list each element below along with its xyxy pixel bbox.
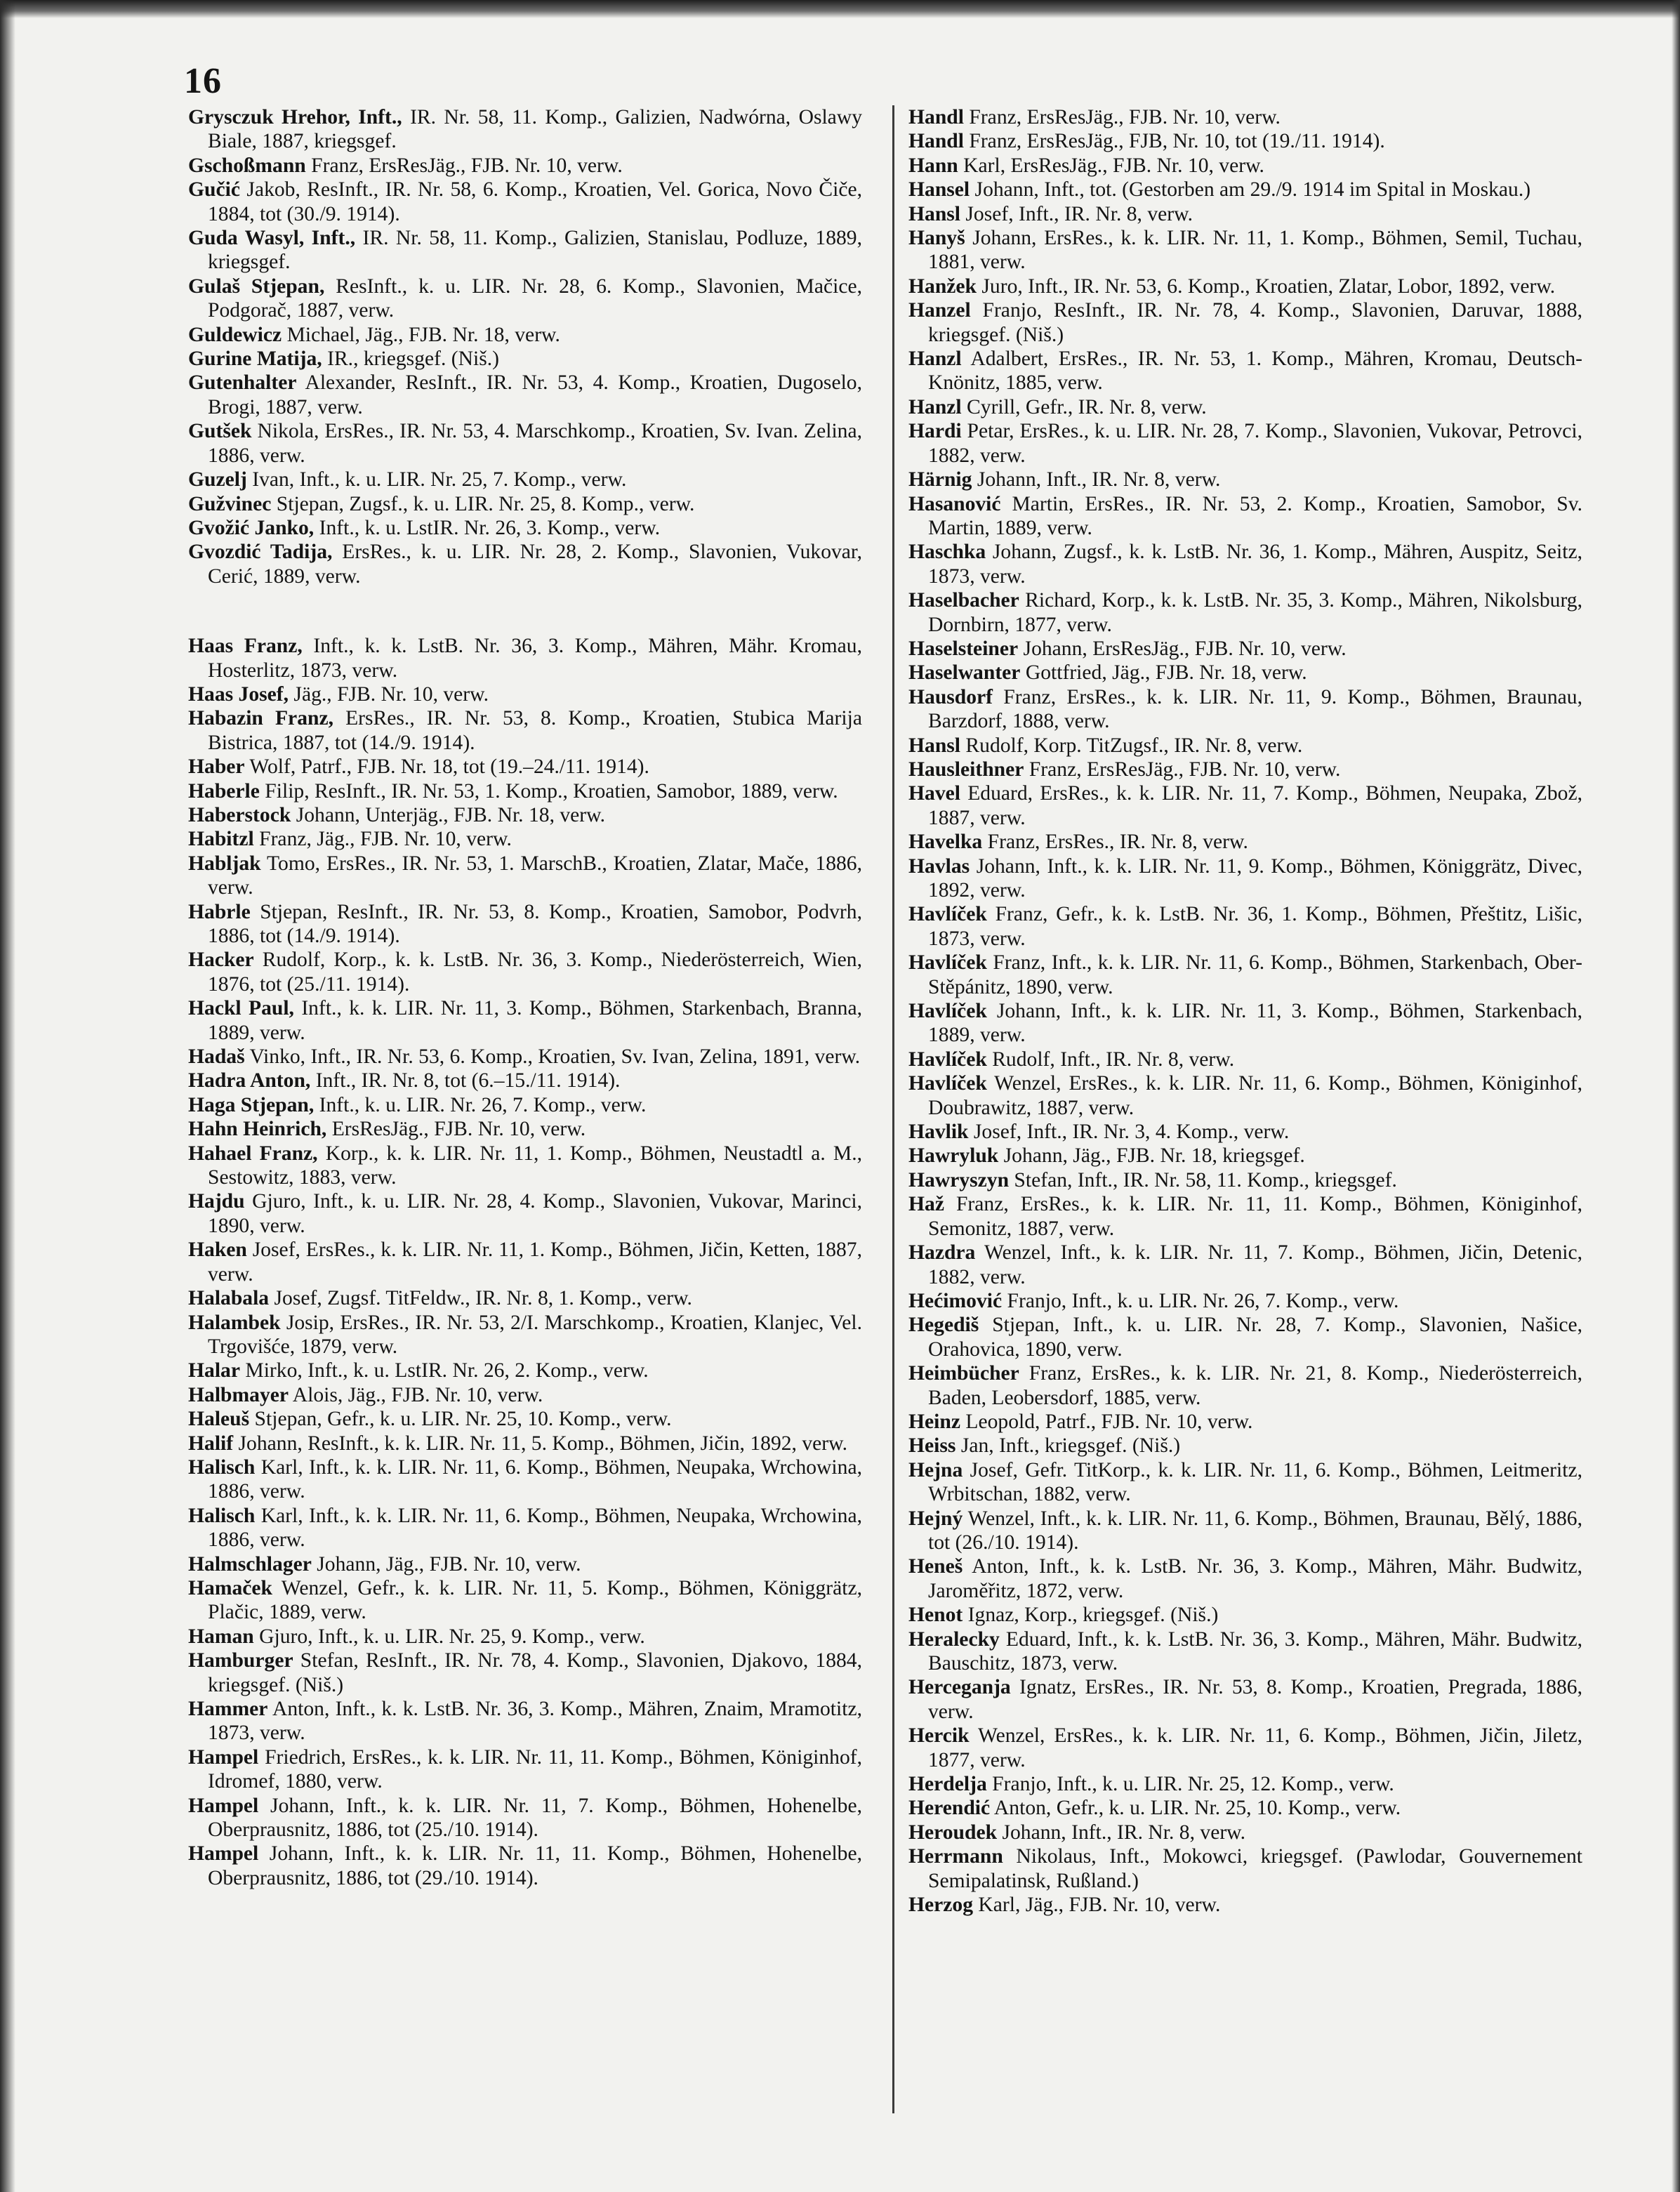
list-entry — [908, 734, 1582, 758]
column-divider — [892, 105, 894, 2113]
list-entry — [908, 781, 1582, 830]
entry-details: IR., kriegsgef. (Niš.) — [322, 348, 500, 371]
entry-name: Herendić — [908, 1797, 991, 1820]
entry-name: Hardi — [908, 420, 962, 443]
entry-name: Hansel — [908, 178, 970, 202]
list-entry — [908, 202, 1582, 226]
entry-name: Herceganja — [908, 1676, 1011, 1699]
list-entry — [188, 948, 862, 996]
entry-name: Hawryluk — [908, 1144, 999, 1168]
entry-details: IR. Nr. 58, 11. Komp., Galizien, Stanislau, Podluze, 1889, kriegsgef. — [208, 227, 863, 274]
list-entry — [908, 226, 1582, 275]
entry-details: Wenzel, Inft., k. k. LIR. Nr. 11, 6. Komp., Böhmen, Braunau, Bělý, 1886, tot (26./10. 1914). — [928, 1507, 1582, 1554]
entry-name: Gvozdić Tadija, — [188, 541, 333, 564]
entry-details: Johann, Inft., IR. Nr. 8, verw. — [972, 468, 1221, 491]
entry-name: Haas Franz, — [188, 635, 303, 658]
entry-details: Stjepan, Inft., k. u. LIR. Nr. 28, 7. Komp., Slavonien, Našice, Orahovica, 1890, verw. — [928, 1314, 1582, 1361]
entry-details: Franz, ErsRes., k. k. LIR. Nr. 11, 11. Komp., Böhmen, Königinhof, Semonitz, 1887, verw. — [928, 1193, 1582, 1240]
entry-name: Gučić — [188, 178, 240, 202]
entry-details: Ivan, Inft., k. u. LIR. Nr. 25, 7. Komp., verw. — [246, 468, 627, 491]
entry-name: Hanzl — [908, 348, 962, 371]
entry-name: Hajdu — [188, 1190, 245, 1213]
entry-name: Halar — [188, 1359, 240, 1382]
entry-name: Hampel — [188, 1745, 259, 1769]
list-entry — [188, 706, 862, 755]
entry-details: Filip, ResInft., IR. Nr. 53, 1. Komp., Kroatien, Samobor, 1889, verw. — [259, 779, 838, 803]
entry-details: Franz, Inft., k. k. LIR. Nr. 11, 6. Komp., Böhmen, Starkenbach, Ober-Stěpánitz, 1890, verw. — [928, 951, 1582, 998]
list-entry — [188, 1069, 862, 1092]
entry-name: Hejna — [908, 1458, 963, 1481]
list-entry — [908, 347, 1582, 395]
list-entry — [188, 1842, 862, 1890]
list-entry — [908, 1844, 1582, 1893]
list-entry — [188, 1432, 862, 1455]
entry-details: Leopold, Patrf., FJB. Nr. 10, verw. — [960, 1410, 1253, 1433]
list-entry — [908, 129, 1582, 153]
entry-name: Gužvinec — [188, 492, 272, 515]
list-entry — [908, 1458, 1582, 1507]
list-entry — [908, 178, 1582, 202]
list-entry — [908, 758, 1582, 781]
entry-details: Anton, Gefr., k. u. LIR. Nr. 25, 10. Komp., verw. — [990, 1797, 1401, 1820]
entry-name: Haber — [188, 755, 245, 779]
scan-top-edge — [0, 0, 1680, 18]
list-entry — [908, 1675, 1582, 1724]
entry-details: Josef, ErsRes., k. k. LIR. Nr. 11, 1. Komp., Böhmen, Jičin, Ketten, 1887, verw. — [208, 1239, 862, 1286]
entry-name: Herdelja — [908, 1773, 987, 1796]
list-entry — [908, 999, 1582, 1048]
list-entry — [908, 1313, 1582, 1361]
entry-name: Haselwanter — [908, 661, 1021, 685]
list-entry — [908, 298, 1582, 347]
list-entry — [188, 755, 862, 779]
entry-name: Hejný — [908, 1507, 963, 1530]
list-entry — [908, 154, 1582, 178]
entry-name: Heneš — [908, 1555, 963, 1578]
entry-details: Johann, Unterjäg., FJB. Nr. 18, verw. — [291, 803, 606, 826]
entry-details: Johann, Jäg., FJB. Nr. 18, kriegsgef. — [998, 1144, 1305, 1168]
list-entry — [188, 803, 862, 827]
entry-details: Johann, Inft., k. k. LIR. Nr. 11, 7. Komp., Böhmen, Hohenelbe, Oberprausnitz, 1886, tot (25./10. 1914). — [208, 1794, 862, 1842]
entry-details: Inft., IR. Nr. 8, tot (6.–15./11. 1914). — [310, 1069, 621, 1092]
entry-name: Haken — [188, 1239, 247, 1262]
entry-name: Hadra Anton, — [188, 1069, 311, 1092]
entry-details: Friedrich, ErsRes., k. k. LIR. Nr. 11, 11. Komp., Böhmen, Königinhof, Idromef, 1880, verw. — [208, 1745, 862, 1793]
entry-name: Halmschlager — [188, 1552, 312, 1576]
list-entry — [188, 492, 862, 516]
entry-details: Richard, Korp., k. k. LstB. Nr. 35, 3. Komp., Mähren, Nikolsburg, Dornbirn, 1877, verw. — [928, 589, 1582, 636]
list-entry — [908, 1603, 1582, 1627]
entry-details: Johann, Zugsf., k. k. LstB. Nr. 36, 1. Komp., Mähren, Auspitz, Seitz, 1873, verw. — [928, 541, 1582, 588]
entry-details: Johann, Inft., IR. Nr. 8, verw. — [997, 1821, 1246, 1844]
entry-details: Adalbert, ErsRes., IR. Nr. 53, 1. Komp., Mähren, Kromau, Deutsch-Knönitz, 1885, verw. — [928, 348, 1582, 395]
list-entry — [188, 1625, 862, 1649]
entry-details: ResInft., k. u. LIR. Nr. 28, 6. Komp., Slavonien, Mačice, Podgorač, 1887, verw. — [208, 275, 862, 322]
entry-details: Inft., k. k. LIR. Nr. 11, 3. Komp., Böhmen, Starkenbach, Branna, 1889, verw. — [208, 997, 862, 1044]
entry-name: Hasanović — [908, 492, 1001, 515]
entry-name: Haberle — [188, 779, 260, 803]
entry-name: Halisch — [188, 1504, 256, 1527]
entry-name: Haman — [188, 1625, 254, 1648]
entry-details: Wenzel, ErsRes., k. k. LIR. Nr. 11, 6. Komp., Böhmen, Königinhof, Doubrawitz, 1887, verw. — [928, 1072, 1582, 1119]
entry-name: Habitzl — [188, 828, 254, 851]
entry-name: Halabala — [188, 1287, 270, 1310]
entry-details: Michael, Jäg., FJB. Nr. 18, verw. — [282, 323, 560, 346]
list-entry — [908, 854, 1582, 903]
entry-details: Wenzel, ErsRes., k. k. LIR. Nr. 11, 6. Komp., Böhmen, Jičin, Jiletz, 1877, verw. — [928, 1724, 1582, 1771]
entry-details: Inft., k. u. LIR. Nr. 26, 7. Komp., verw. — [314, 1093, 647, 1116]
entry-details: Karl, Inft., k. k. LIR. Nr. 11, 6. Komp., Böhmen, Neupaka, Wrchowina, 1886, verw. — [208, 1455, 862, 1503]
list-entry — [908, 902, 1582, 951]
entry-details: Karl, ErsResJäg., FJB. Nr. 10, verw. — [958, 154, 1264, 177]
list-entry — [908, 275, 1582, 298]
entry-name: Haga Stjepan, — [188, 1093, 315, 1116]
entry-details: Franjo, ResInft., IR. Nr. 78, 4. Komp., Slavonien, Daruvar, 1888, kriegsgef. (Niš.) — [928, 299, 1582, 346]
list-entry — [908, 1048, 1582, 1071]
list-entry — [908, 1289, 1582, 1313]
entry-name: Hansl — [908, 734, 961, 757]
entry-name: Hadaš — [188, 1045, 245, 1069]
entry-details: Stjepan, ResInft., IR. Nr. 53, 8. Komp., Kroatien, Samobor, Podvrh, 1886, tot (14./9. 1914). — [208, 900, 862, 947]
list-entry — [188, 634, 862, 682]
entry-details: Johann, ResInft., k. k. LIR. Nr. 11, 5. Komp., Böhmen, Jičin, 1892, verw. — [233, 1432, 847, 1455]
entry-name: Guldewicz — [188, 323, 282, 346]
entry-name: Gschoßmann — [188, 154, 306, 177]
list-entry — [188, 1359, 862, 1382]
list-entry — [908, 395, 1582, 419]
list-entry — [908, 830, 1582, 854]
list-entry — [188, 1142, 862, 1190]
entry-name: Hazdra — [908, 1241, 976, 1265]
entry-name: Hahael Franz, — [188, 1142, 318, 1165]
list-entry — [188, 1794, 862, 1842]
entry-details: Franz, ErsRes., k. k. LIR. Nr. 11, 9. Komp., Böhmen, Braunau, Barzdorf, 1888, verw. — [928, 685, 1582, 733]
entry-details: Gjuro, Inft., k. u. LIR. Nr. 25, 9. Komp., verw. — [253, 1625, 645, 1648]
list-entry — [908, 1821, 1582, 1844]
entry-name: Hacker — [188, 949, 254, 972]
entry-details: Anton, Inft., k. k. LstB. Nr. 36, 3. Komp., Mähren, Mähr. Budwitz, Jaroměřitz, 1872, verw. — [928, 1555, 1582, 1602]
entry-name: Hanyš — [908, 227, 965, 250]
list-entry — [908, 540, 1582, 588]
list-entry — [188, 1189, 862, 1238]
entry-name: Hampel — [188, 1794, 259, 1817]
entry-details: Franz, Jäg., FJB. Nr. 10, verw. — [253, 828, 512, 851]
entry-details: Franz, ErsRes., IR. Nr. 8, verw. — [982, 831, 1248, 854]
entry-name: Haas Josef, — [188, 682, 289, 706]
list-entry — [908, 661, 1582, 685]
entry-name: Havlíček — [908, 951, 987, 975]
entry-details: Franz, ErsResJäg., FJB, Nr. 10, tot (19./11. 1914). — [963, 130, 1385, 153]
list-entry — [188, 1407, 862, 1431]
list-entry — [188, 1117, 862, 1141]
page-number: 16 — [184, 61, 222, 101]
entry-name: Hegediš — [908, 1314, 979, 1337]
entry-name: Haschka — [908, 541, 986, 564]
list-entry — [188, 1576, 862, 1625]
entry-details: Franz, Gefr., k. k. LstB. Nr. 36, 1. Komp., Böhmen, Přeštitz, Lišic, 1873, verw. — [928, 903, 1582, 950]
entry-name: Handl — [908, 106, 964, 128]
list-entry — [188, 154, 862, 178]
entry-details: Johann, Inft., tot. (Gestorben am 29./9. 1914 im Spital in Moskau.) — [970, 178, 1531, 202]
entry-details: Rudolf, Korp. TitZugsf., IR. Nr. 8, verw. — [960, 734, 1303, 757]
entry-name: Hercik — [908, 1724, 970, 1748]
entry-name: Havlíček — [908, 903, 987, 926]
list-entry — [908, 1628, 1582, 1676]
entry-name: Heroudek — [908, 1821, 998, 1844]
list-entry — [908, 492, 1582, 541]
entry-details: Jan, Inft., kriegsgef. (Niš.) — [955, 1434, 1181, 1458]
list-entry — [908, 637, 1582, 661]
entry-details: Nikola, ErsRes., IR. Nr. 53, 4. Marschkomp., Kroatien, Sv. Ivan. Zelina, 1886, verw. — [208, 420, 862, 467]
list-entry — [908, 1507, 1582, 1555]
list-entry — [908, 1168, 1582, 1192]
list-entry — [908, 1120, 1582, 1144]
entry-details: Martin, ErsRes., IR. Nr. 53, 2. Komp., Kroatien, Samobor, Sv. Martin, 1889, verw. — [928, 492, 1582, 539]
entry-details: Gottfried, Jäg., FJB. Nr. 18, verw. — [1020, 661, 1307, 685]
entry-details: Franjo, Inft., k. u. LIR. Nr. 26, 7. Komp., verw. — [1002, 1289, 1399, 1312]
entry-details: Vinko, Inft., IR. Nr. 53, 6. Komp., Kroatien, Sv. Ivan, Zelina, 1891, verw. — [244, 1045, 861, 1069]
entry-details: Rudolf, Korp., k. k. LstB. Nr. 36, 3. Komp., Niederösterreich, Wien, 1876, tot (25./11. 1914). — [208, 949, 862, 996]
list-entry — [188, 105, 862, 154]
entry-details: Franz, ErsResJäg., FJB. Nr. 10, verw. — [305, 154, 623, 177]
entry-name: Habazin Franz, — [188, 707, 333, 730]
entry-details: Stefan, ResInft., IR. Nr. 78, 4. Komp., Slavonien, Djakovo, 1884, kriegsgef. (Niš.) — [208, 1649, 862, 1696]
entry-name: Hausleithner — [908, 758, 1024, 781]
list-entry — [188, 852, 862, 900]
entry-details: Rudolf, Inft., IR. Nr. 8, verw. — [986, 1048, 1235, 1071]
entry-name: Halisch — [188, 1455, 256, 1479]
entry-details: Franjo, Inft., k. u. LIR. Nr. 25, 12. Komp., verw. — [986, 1773, 1394, 1796]
entry-name: Haselbacher — [908, 589, 1019, 612]
entry-name: Havlíček — [908, 1000, 987, 1023]
list-entry — [908, 105, 1582, 129]
list-entry — [188, 419, 862, 468]
list-entry — [188, 347, 862, 371]
entry-name: Heiss — [908, 1434, 956, 1458]
list-entry — [188, 1238, 862, 1286]
list-entry — [188, 323, 862, 347]
list-entry — [188, 1697, 862, 1745]
entry-details: Petar, ErsRes., k. u. LIR. Nr. 28, 7. Komp., Slavonien, Vukovar, Petrovci, 1882, verw. — [928, 420, 1582, 467]
entry-name: Hausdorf — [908, 685, 993, 708]
entry-name: Haselsteiner — [908, 637, 1019, 660]
list-entry — [188, 1745, 862, 1794]
entry-details: Korp., k. k. LIR. Nr. 11, 1. Komp., Böhmen, Neustadtl a. M., Sestowitz, 1883, verw. — [208, 1142, 862, 1189]
entry-name: Hahn Heinrich, — [188, 1118, 327, 1141]
entry-name: Hann — [908, 154, 958, 177]
entry-details: Josip, ErsRes., IR. Nr. 53, 2/I. Marschkomp., Kroatien, Klanjec, Vel. Trgovišće, 1879, verw. — [208, 1311, 862, 1358]
entry-name: Hećimović — [908, 1289, 1003, 1312]
list-entry — [188, 1552, 862, 1576]
entry-name: Hansl — [908, 202, 961, 225]
list-entry — [188, 1286, 862, 1310]
list-entry — [908, 419, 1582, 468]
entry-details: Eduard, ErsRes., k. k. LIR. Nr. 11, 7. Komp., Böhmen, Neupaka, Zbož, 1887, verw. — [928, 782, 1582, 829]
entry-details: Karl, Jäg., FJB. Nr. 10, verw. — [973, 1894, 1221, 1917]
entry-name: Hamaček — [188, 1576, 272, 1599]
entry-details: Johann, ErsResJäg., FJB. Nr. 10, verw. — [1018, 637, 1347, 660]
entry-details: Josef, Inft., IR. Nr. 3, 4. Komp., verw. — [968, 1121, 1290, 1144]
entry-name: Hanzl — [908, 395, 962, 418]
entry-details: Inft., k. u. LstIR. Nr. 26, 3. Komp., verw. — [314, 516, 661, 539]
entry-details: Ignatz, ErsRes., IR. Nr. 53, 8. Komp., Kroatien, Pregrada, 1886, verw. — [928, 1676, 1582, 1723]
list-entry — [188, 371, 862, 419]
list-entry — [188, 516, 862, 540]
list-entry — [188, 1504, 862, 1552]
list-entry — [908, 468, 1582, 491]
entry-name: Halbmayer — [188, 1383, 289, 1406]
entry-details: Jakob, ResInft., IR. Nr. 58, 6. Komp., Kroatien, Vel. Gorica, Novo Čiče, 1884, tot (30./9. 1914). — [208, 178, 862, 225]
entry-name: Hamburger — [188, 1649, 293, 1672]
list-entry — [188, 275, 862, 323]
entry-name: Halif — [188, 1432, 234, 1455]
list-entry — [908, 1724, 1582, 1772]
entry-name: Guda Wasyl, Inft., — [188, 227, 356, 250]
list-entry — [188, 178, 862, 226]
entry-name: Heinz — [908, 1410, 960, 1433]
list-entry — [188, 996, 862, 1045]
list-entry — [908, 1554, 1582, 1603]
entry-details: Wenzel, Gefr., k. k. LIR. Nr. 11, 5. Komp., Böhmen, Königgrätz, Plačic, 1889, verw. — [208, 1576, 862, 1624]
entry-name: Havelka — [908, 831, 983, 854]
list-entry — [908, 1361, 1582, 1410]
entry-details: Tomo, ErsRes., IR. Nr. 53, 1. MarschB., Kroatien, Zlatar, Mače, 1886, verw. — [208, 852, 862, 899]
entry-name: Heralecky — [908, 1628, 1000, 1651]
entry-details: Josef, Inft., IR. Nr. 8, verw. — [960, 202, 1193, 225]
entry-details: Alois, Jäg., FJB. Nr. 10, verw. — [289, 1383, 543, 1406]
entry-name: Härnig — [908, 468, 972, 491]
entry-details: Gjuro, Inft., k. u. LIR. Nr. 28, 4. Komp., Slavonien, Vukovar, Marinci, 1890, verw. — [208, 1190, 862, 1237]
list-entry — [908, 1410, 1582, 1434]
entry-name: Heimbücher — [908, 1362, 1019, 1385]
entry-name: Gulaš Stjepan, — [188, 275, 325, 298]
entry-name: Herzog — [908, 1894, 974, 1917]
list-entry — [908, 685, 1582, 734]
entry-details: Inft., k. k. LstB. Nr. 36, 3. Komp., Mähren, Mähr. Kromau, Hosterlitz, 1873, verw. — [208, 635, 862, 682]
entry-name: Halambek — [188, 1311, 281, 1334]
entry-name: Henot — [908, 1604, 963, 1627]
list-entry — [188, 1093, 862, 1117]
entry-details: Karl, Inft., k. k. LIR. Nr. 11, 6. Komp., Böhmen, Neupaka, Wrchowina, 1886, verw. — [208, 1504, 862, 1552]
list-entry — [188, 226, 862, 275]
list-entry — [188, 900, 862, 949]
entry-name: Handl — [908, 130, 964, 153]
entry-name: Haž — [908, 1193, 944, 1216]
entry-details: Cyrill, Gefr., IR. Nr. 8, verw. — [961, 395, 1207, 418]
entry-name: Herrmann — [908, 1845, 1003, 1868]
entry-name: Hanžek — [908, 275, 977, 298]
entry-name: Havlíček — [908, 1072, 987, 1095]
list-entry — [908, 1434, 1582, 1458]
entry-name: Habrle — [188, 900, 251, 923]
entry-details: Nikolaus, Inft., Mokowci, kriegsgef. (Pawlodar, Gouvernement Semipalatinsk, Rußland.) — [928, 1845, 1582, 1892]
scan-left-edge — [0, 0, 15, 2192]
entry-name: Hanzel — [908, 299, 971, 322]
entry-details: ErsRes., k. u. LIR. Nr. 28, 2. Komp., Slavonien, Vukovar, Cerić, 1889, verw. — [208, 541, 863, 588]
list-entry — [188, 540, 862, 588]
entry-details: ErsRes., IR. Nr. 53, 8. Komp., Kroatien, Stubica Marija Bistrica, 1887, tot (14./9. 1914). — [208, 707, 862, 754]
entry-name: Habljak — [188, 852, 261, 875]
list-entry — [188, 1311, 862, 1359]
list-entry — [908, 1192, 1582, 1241]
right-column — [908, 105, 1582, 1917]
left-column — [188, 105, 862, 1890]
entry-details: Eduard, Inft., k. k. LstB. Nr. 36, 3. Komp., Mähren, Mähr. Budwitz, Bauschitz, 1873, verw. — [928, 1628, 1582, 1675]
list-entry — [908, 588, 1582, 637]
entry-details: Johann, Jäg., FJB. Nr. 10, verw. — [311, 1552, 581, 1576]
list-entry — [908, 1241, 1582, 1289]
entry-details: Johann, Inft., k. k. LIR. Nr. 11, 3. Komp., Böhmen, Starkenbach, 1889, verw. — [928, 1000, 1582, 1047]
entry-name: Gutenhalter — [188, 371, 297, 395]
entry-details: Franz, ErsRes., k. k. LIR. Nr. 21, 8. Komp., Niederösterreich, Baden, Leobersdorf, 1885, verw. — [928, 1362, 1582, 1409]
entry-details: Johann, Inft., k. k. LIR. Nr. 11, 11. Komp., Böhmen, Hohenelbe, Oberprausnitz, 1886, tot (29./10. 1914). — [208, 1842, 862, 1889]
entry-details: Stefan, Inft., IR. Nr. 58, 11. Komp., kriegsgef. — [1009, 1168, 1397, 1191]
section-gap — [188, 588, 862, 634]
entry-name: Haleuš — [188, 1408, 250, 1431]
entry-details: Alexander, ResInft., IR. Nr. 53, 4. Komp., Kroatien, Dugoselo, Brogi, 1887, verw. — [208, 371, 862, 418]
entry-name: Havlik — [908, 1121, 969, 1144]
entry-name: Hawryszyn — [908, 1168, 1010, 1191]
entry-details: Josef, Gefr. TitKorp., k. k. LIR. Nr. 11, 6. Komp., Böhmen, Leitmeritz, Wrbitschan, 1882, verw. — [928, 1458, 1582, 1506]
entry-details: Juro, Inft., IR. Nr. 53, 6. Komp., Kroatien, Zlatar, Lobor, 1892, verw. — [977, 275, 1556, 298]
entry-name: Gurine Matija, — [188, 348, 322, 371]
entry-details: Stjepan, Zugsf., k. u. LIR. Nr. 25, 8. Komp., verw. — [271, 492, 695, 515]
entry-name: Haberstock — [188, 803, 291, 826]
entry-details: Johann, Inft., k. k. LIR. Nr. 11, 9. Komp., Böhmen, Königgrätz, Divec, 1892, verw. — [928, 854, 1582, 902]
scan-right-edge — [1672, 0, 1680, 2192]
entry-details: Franz, ErsResJäg., FJB. Nr. 10, verw. — [1024, 758, 1341, 781]
entry-name: Havel — [908, 782, 960, 805]
list-entry — [188, 1383, 862, 1407]
list-entry — [188, 827, 862, 851]
entry-details: Ignaz, Korp., kriegsgef. (Niš.) — [963, 1604, 1219, 1627]
list-entry — [908, 1893, 1582, 1917]
list-entry — [908, 1071, 1582, 1120]
entry-name: Gvožić Janko, — [188, 516, 315, 539]
list-entry — [188, 468, 862, 491]
entry-details: Stjepan, Gefr., k. u. LIR. Nr. 25, 10. Komp., verw. — [249, 1408, 672, 1431]
list-entry — [908, 951, 1582, 999]
entry-details: Franz, ErsResJäg., FJB. Nr. 10, verw. — [963, 106, 1281, 128]
list-entry — [188, 1045, 862, 1069]
list-entry — [188, 1455, 862, 1504]
entry-details: Josef, Zugsf. TitFeldw., IR. Nr. 8, 1. Komp., verw. — [269, 1287, 692, 1310]
entry-name: Hackl Paul, — [188, 997, 294, 1020]
list-entry — [908, 1144, 1582, 1168]
entry-name: Hampel — [188, 1842, 259, 1866]
entry-name: Grysczuk Hrehor, Inft., — [188, 106, 402, 128]
entry-name: Havlíček — [908, 1048, 987, 1071]
entry-name: Guzelj — [188, 468, 247, 491]
entry-name: Gutšek — [188, 420, 252, 443]
list-entry — [908, 1796, 1582, 1820]
entry-details: Mirko, Inft., k. u. LstIR. Nr. 26, 2. Komp., verw. — [239, 1359, 649, 1382]
entry-details: Wolf, Patrf., FJB. Nr. 18, tot (19.–24./11. 1914). — [244, 755, 649, 779]
entry-name: Hammer — [188, 1698, 268, 1720]
entry-details: Wenzel, Inft., k. k. LIR. Nr. 11, 7. Komp., Böhmen, Jičin, Detenic, 1882, verw. — [928, 1241, 1582, 1288]
list-entry — [188, 682, 862, 706]
list-entry — [188, 1649, 862, 1697]
list-entry — [188, 779, 862, 803]
entry-name: Havlas — [908, 854, 970, 878]
entry-details: ErsResJäg., FJB. Nr. 10, verw. — [326, 1118, 586, 1141]
entry-details: IR. Nr. 58, 11. Komp., Galizien, Nadwórna, Oslawy Biale, 1887, kriegsgef. — [208, 106, 862, 153]
list-entry — [908, 1772, 1582, 1796]
entry-details: Johann, ErsRes., k. k. LIR. Nr. 11, 1. Komp., Böhmen, Semil, Tuchau, 1881, verw. — [928, 227, 1582, 274]
entry-details: Anton, Inft., k. k. LstB. Nr. 36, 3. Komp., Mähren, Znaim, Mramotitz, 1873, verw. — [208, 1698, 862, 1745]
entry-details: Jäg., FJB. Nr. 10, verw. — [289, 682, 489, 706]
